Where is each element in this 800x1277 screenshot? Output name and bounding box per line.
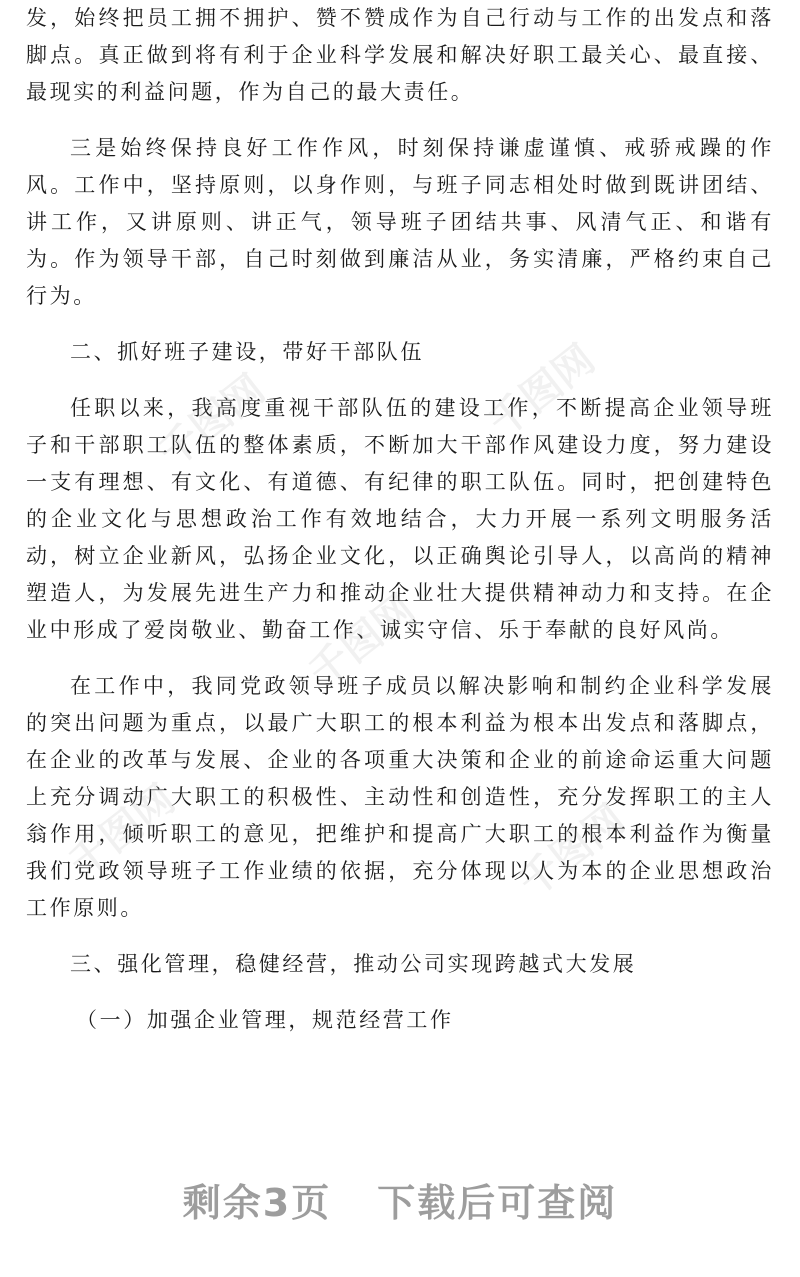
section-heading-management: 三、强化管理，稳健经营，推动公司实现跨越式大发展 — [70, 952, 637, 976]
subsection-heading-enterprise-management: （一）加强企业管理，规范经营工作 — [76, 1008, 454, 1032]
paragraph-workers-interest: 在工作中，我同党政领导班子成员以解决影响和制约企业科学发展的突出问题为重点，以最广大职工的根本利益为根本出发点和落脚点，在企业的改革与发展、企业的各项重大决策和企业的前途命运重大问题上充分调动广大职工的积极性、主动性和创造性，充分发挥职工的主人翁作用，倾听职工的意见，把维护和提高广大职工的根本利益作为衡量我们党政领导班子工作业绩的依据，充分体现以人为本的企业思想政治工作原则。 — [26, 674, 774, 920]
watermark: 千图网 — [510, 796, 634, 907]
watermark: 千图网 — [300, 586, 424, 697]
section-heading-team-building: 二、抓好班子建设，带好干部队伍 — [70, 340, 424, 364]
watermark: 千图网 — [60, 776, 184, 887]
download-prompt-banner[interactable] — [0, 1172, 800, 1227]
remaining-pages-label: 剩余3页 — [182, 1181, 332, 1225]
watermark: 千图网 — [480, 336, 604, 447]
paragraph-continued: 发，始终把员工拥不拥护、赞不赞成作为自己行动与工作的出发点和落脚点。真正做到将有利于企业科学发展和解决好职工最关心、最直接、最现实的利益问题，作为自己的最大责任。 — [26, 6, 774, 104]
watermark: 千图网 — [150, 366, 274, 477]
paragraph-cadre-team: 任职以来，我高度重视干部队伍的建设工作，不断提高企业领导班子和干部职工队伍的整体素质，不断加大干部作风建设力度，努力建设一支有理想、有文化、有道德、有纪律的职工队伍。同时，把创建特色的企业文化与思想政治工作有效地结合，大力开展一系列文明服务活动，树立企业新风，弘扬企业文化，以正确舆论引导人，以高尚的精神塑造人，为发展先进生产力和推动企业壮大提供精神动力和支持。在企业中形成了爱岗敬业、勤奋工作、诚实守信、乐于奉献的良好风尚。 — [26, 396, 774, 642]
paragraph-work-style: 三是始终保持良好工作作风，时刻保持谦虚谨慎、戒骄戒躁的作风。工作中，坚持原则，以身作则，与班子同志相处时做到既讲团结、讲工作，又讲原则、讲正气，领导班子团结共事、风清气正、和谐有为。作为领导干部，自己时刻做到廉洁从业，务实清廉，严格约束自己行为。 — [26, 136, 774, 308]
download-hint-label: 下载后可查阅 — [377, 1181, 618, 1225]
document-page — [26, 0, 774, 1039]
